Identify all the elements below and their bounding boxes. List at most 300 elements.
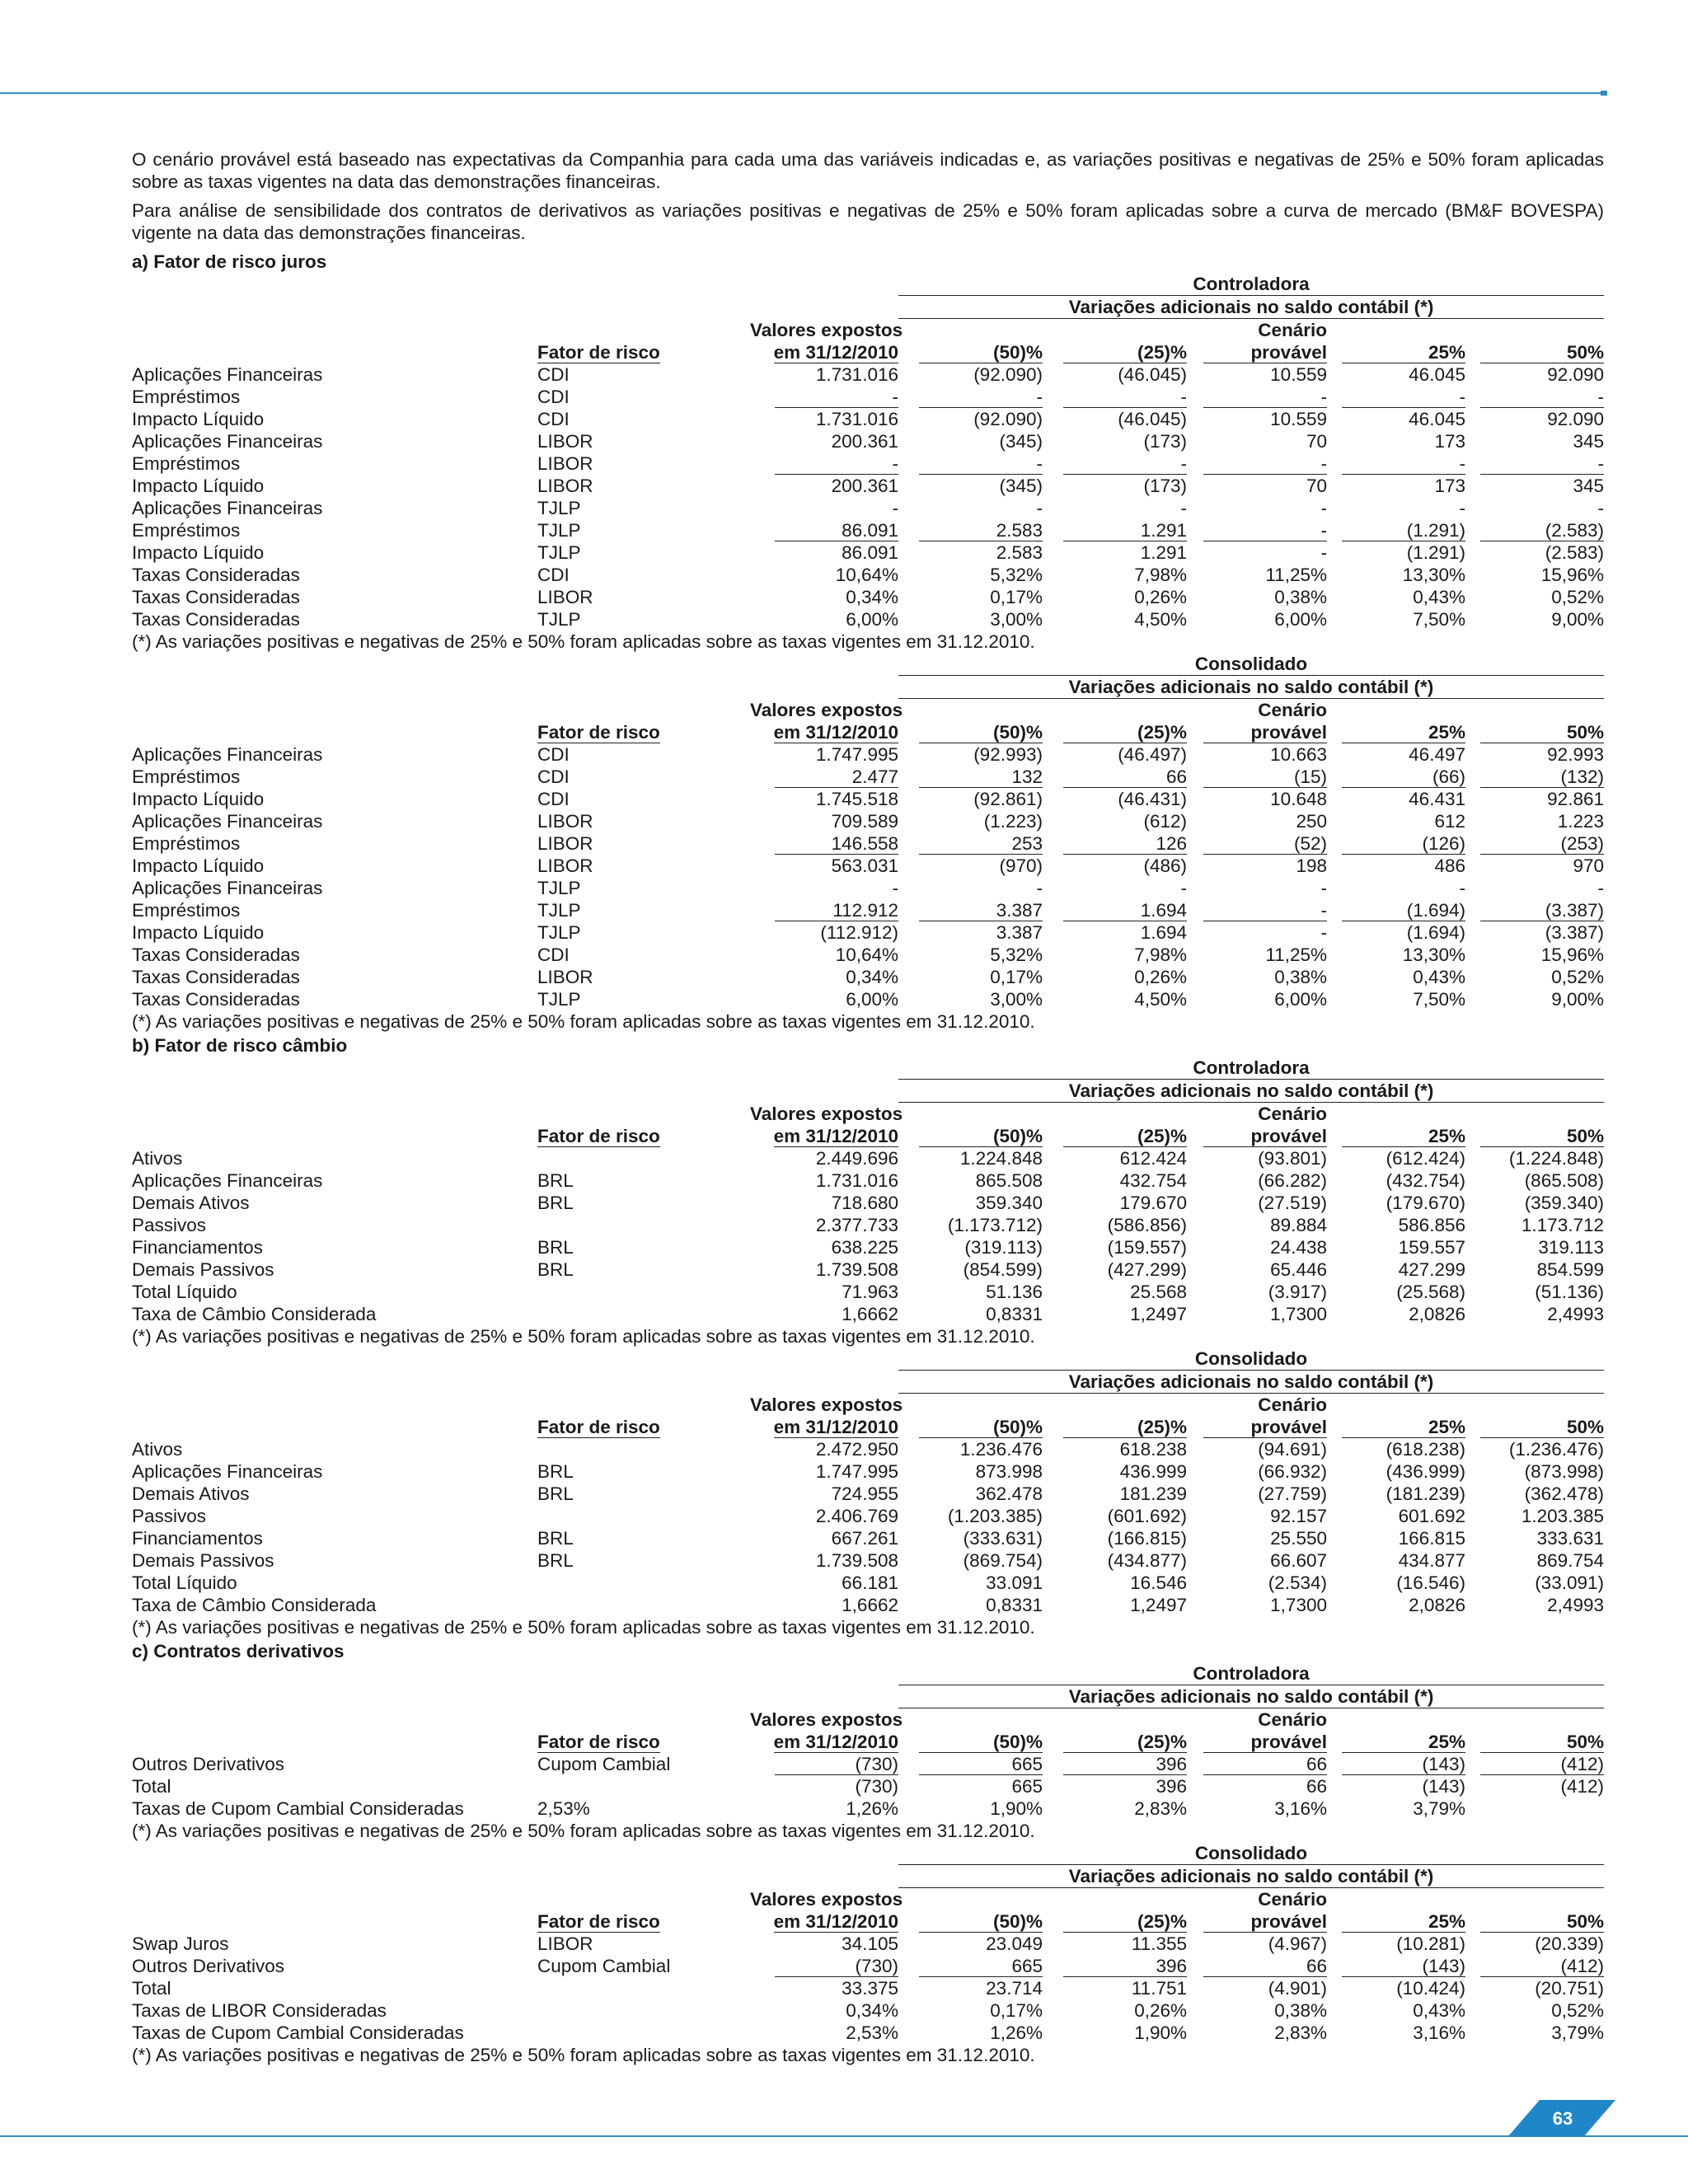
row-value-cell <box>1043 766 1187 788</box>
row-label: Taxas Consideradas <box>132 565 300 585</box>
row-label: Total Líquido <box>132 1572 237 1593</box>
intro-paragraph-1: O cenário provável está baseado nas expectativas da Companhia para cada uma das variáveis indicadas e, as variações positivas e negativas de 25% e 50% foram aplicadas sobre as taxas vigentes na data das demonstrações financeiras. <box>132 149 1604 192</box>
header-valores_2-cell <box>750 1910 898 1933</box>
row-value: 427.299 <box>1398 1259 1465 1280</box>
row-value-cell <box>750 899 898 921</box>
row-value: 86.091 <box>775 520 898 541</box>
row-value: 2,0826 <box>1409 1595 1465 1615</box>
table-row <box>132 1258 1604 1281</box>
header-p50-cell <box>1465 341 1604 363</box>
row-value: 92.157 <box>1270 1506 1327 1526</box>
row-value: 34.105 <box>842 1933 898 1954</box>
row-value-cell <box>750 519 898 541</box>
row-label: Demais Ativos <box>132 1483 250 1504</box>
row-value: 71.963 <box>842 1282 898 1302</box>
row-value: (46.045) <box>1118 409 1187 429</box>
row-fator: LIBOR <box>537 811 593 832</box>
row-fator: LIBOR <box>537 855 593 876</box>
table-row <box>132 788 1604 810</box>
row-value-cell <box>1327 1753 1465 1775</box>
row-value: 46.045 <box>1409 409 1465 429</box>
row-value: (3.917) <box>1268 1282 1327 1302</box>
row-value: 89.884 <box>1270 1215 1327 1235</box>
row-value: (25.568) <box>1396 1282 1465 1302</box>
row-value: (66.932) <box>1258 1461 1327 1482</box>
header-valores_2: em 31/12/2010 <box>773 722 898 743</box>
row-label: Passivos <box>132 1506 207 1526</box>
row-label: Financiamentos <box>132 1528 263 1549</box>
table-row <box>132 1933 1604 1955</box>
row-fator: BRL <box>537 1170 574 1191</box>
row-value-cell <box>1043 1753 1187 1775</box>
row-value-cell <box>750 1955 898 1977</box>
row-label: Empréstimos <box>132 900 241 921</box>
row-value: (27.519) <box>1258 1193 1327 1213</box>
row-value: 0,34% <box>846 2000 898 2021</box>
row-value: 0,43% <box>1413 2000 1465 2021</box>
header-valores_2: em 31/12/2010 <box>773 1732 898 1752</box>
header-m50: (50)% <box>919 722 1043 743</box>
table-row <box>132 1775 1604 1797</box>
row-value: 1.731.016 <box>815 1170 898 1191</box>
row-value: 1,26% <box>846 1798 898 1819</box>
row-value: 166.815 <box>1398 1528 1465 1549</box>
header-valores_2: em 31/12/2010 <box>773 1126 898 1146</box>
row-value: 9,00% <box>1551 609 1605 630</box>
row-value: 718.680 <box>831 1193 898 1213</box>
row-fator: CDI <box>537 944 570 965</box>
row-value: 11.751 <box>1131 1978 1187 1999</box>
row-value: (970) <box>999 855 1043 876</box>
row-fator: CDI <box>537 409 570 429</box>
row-label: Aplicações Financeiras <box>132 1170 323 1191</box>
header-fator: Fator de risco <box>537 1732 660 1752</box>
row-value: (51.136) <box>1535 1282 1605 1302</box>
row-value: 6,00% <box>846 609 898 630</box>
row-label: Empréstimos <box>132 833 241 854</box>
row-value: 3,16% <box>1274 1798 1327 1819</box>
row-value: (586.856) <box>1107 1215 1187 1235</box>
row-value: (92.861) <box>973 789 1043 809</box>
table-row <box>132 1753 1604 1775</box>
row-fator <box>537 1775 750 1797</box>
table-row <box>132 1797 1604 1820</box>
header-valores_2-cell <box>750 1731 898 1753</box>
row-label: Empréstimos <box>132 453 241 474</box>
row-fator: Cupom Cambial <box>537 1754 671 1774</box>
row-value: 16.546 <box>1130 1572 1187 1593</box>
row-value: (181.239) <box>1386 1483 1465 1504</box>
row-value: (92.993) <box>973 744 1043 765</box>
row-value: 1,2497 <box>1130 1304 1187 1324</box>
row-value: 2,4993 <box>1547 1304 1605 1324</box>
row-fator <box>537 1438 750 1460</box>
header-m50-cell <box>898 1416 1043 1438</box>
row-label: Empréstimos <box>132 387 241 407</box>
row-label: Aplicações Financeiras <box>132 498 323 518</box>
header-fator: Fator de risco <box>537 1911 660 1932</box>
header-cenario_2: provável <box>1203 1126 1327 1147</box>
row-value: 345 <box>1573 431 1605 452</box>
row-value: 25.568 <box>1130 1282 1187 1302</box>
table-title: Controladora <box>898 1662 1604 1685</box>
row-value: 1.694 <box>1140 922 1187 943</box>
row-value: (173) <box>1143 431 1187 452</box>
row-value: 10,64% <box>835 565 898 585</box>
row-value: 198 <box>1296 855 1327 876</box>
row-value: (869.754) <box>963 1550 1043 1571</box>
row-value: - <box>1180 878 1187 898</box>
row-value: (132) <box>1480 766 1604 788</box>
section-b-title: b) Fator de risco câmbio <box>132 1035 348 1056</box>
row-value: - <box>1342 387 1465 408</box>
header-p50: 50% <box>1480 1126 1604 1147</box>
header-p25: 25% <box>1342 1126 1465 1147</box>
table-header-row-2 <box>132 1125 1604 1147</box>
row-value: 434.877 <box>1398 1550 1465 1571</box>
row-value-cell <box>1187 1753 1327 1775</box>
row-value: (179.670) <box>1386 1193 1465 1213</box>
row-value: - <box>1480 387 1604 408</box>
header-p25: 25% <box>1342 1417 1465 1438</box>
row-value: - <box>1320 498 1327 518</box>
header-valores_2: em 31/12/2010 <box>773 1417 898 1437</box>
row-fator: Cupom Cambial <box>537 1956 671 1976</box>
row-value: (1.223) <box>983 811 1043 832</box>
row-value: - <box>892 498 898 518</box>
row-value: (33.091) <box>1535 1572 1604 1593</box>
row-fator: TJLP <box>537 989 581 1010</box>
table-header-row-2 <box>132 341 1604 363</box>
row-fator: LIBOR <box>537 453 593 474</box>
header-valores-1: Valores expostos <box>750 1708 903 1730</box>
row-value: 612 <box>1434 811 1465 832</box>
header-p50: 50% <box>1480 1911 1604 1933</box>
row-value: 253 <box>919 833 1043 855</box>
row-value: 66.607 <box>1270 1550 1327 1571</box>
header-p25: 25% <box>1342 1911 1465 1933</box>
header-fator-cell <box>537 341 750 363</box>
row-value: (434.877) <box>1107 1550 1187 1571</box>
row-value: 0,17% <box>990 587 1043 607</box>
header-valores-1: Valores expostos <box>750 319 903 340</box>
row-label: Impacto Líquido <box>132 789 265 809</box>
row-value-cell <box>1465 519 1604 541</box>
table-variations-row <box>132 1371 1604 1394</box>
header-cenario-1: Cenário <box>1258 1394 1327 1415</box>
header-fator-cell <box>537 1125 750 1147</box>
table-row <box>132 832 1604 855</box>
table-footnote: (*) As variações positivas e negativas de 25% e 50% foram aplicadas sobre as taxas vigentes em 31.12.2010. <box>132 2045 1035 2065</box>
row-value: 1.224.848 <box>959 1148 1043 1169</box>
row-label: Total <box>132 1978 171 1999</box>
table-title: Consolidado <box>898 1842 1604 1865</box>
row-value: 612.424 <box>1119 1148 1187 1169</box>
row-label: Total <box>132 1776 171 1797</box>
header-p25-cell <box>1327 341 1465 363</box>
row-value: 23.049 <box>986 1933 1043 1954</box>
header-valores-1: Valores expostos <box>750 699 903 720</box>
row-value: (2.534) <box>1268 1572 1327 1593</box>
row-fator: TJLP <box>537 922 581 943</box>
table-row <box>132 452 1604 475</box>
table-footnote: (*) As variações positivas e negativas de 25% e 50% foram aplicadas sobre as taxas vigentes em 31.12.2010. <box>132 1011 1035 1032</box>
row-value: 1.694 <box>1063 900 1187 921</box>
header-m25: (25)% <box>1063 1732 1187 1753</box>
header-p50-cell <box>1465 1416 1604 1438</box>
table-row <box>132 1594 1604 1616</box>
header-valores-1: Valores expostos <box>750 1394 903 1415</box>
header-m50: (50)% <box>919 1911 1043 1933</box>
header-p25: 25% <box>1342 1732 1465 1753</box>
row-value: (618.238) <box>1386 1439 1465 1460</box>
row-fator: CDI <box>537 387 570 407</box>
row-value: 2.406.769 <box>815 1506 898 1526</box>
row-label: Swap Juros <box>132 1933 229 1954</box>
row-value: 362.478 <box>975 1483 1043 1504</box>
header-p25: 25% <box>1342 722 1465 743</box>
header-p50: 50% <box>1480 722 1604 743</box>
row-value: 1.291 <box>1140 542 1187 563</box>
row-value: 2,83% <box>1134 1798 1187 1819</box>
row-label: Taxas Consideradas <box>132 989 300 1010</box>
table-derivativos-consolidado <box>132 1842 1604 2066</box>
row-value: (173) <box>1143 476 1187 496</box>
row-value: (92.090) <box>973 364 1043 385</box>
row-fator <box>537 1147 750 1169</box>
row-value: 0,38% <box>1274 2000 1327 2021</box>
table-variations-row <box>132 296 1604 319</box>
row-value: (16.546) <box>1396 1572 1465 1593</box>
table-header-row-2 <box>132 1910 1604 1933</box>
header-m50-cell <box>898 721 1043 743</box>
row-value-cell <box>1327 1955 1465 1977</box>
row-value: 0,8331 <box>986 1304 1043 1324</box>
row-value: (612.424) <box>1386 1148 1465 1169</box>
table-row <box>132 430 1604 452</box>
table-juros-consolidado <box>132 653 1604 1033</box>
row-label: Demais Passivos <box>132 1259 274 1280</box>
row-value: 1,2497 <box>1130 1595 1187 1615</box>
row-value: 1.236.476 <box>959 1439 1043 1460</box>
row-value: 1,90% <box>990 1798 1043 1819</box>
row-value: 11,25% <box>1265 565 1327 585</box>
table-row <box>132 541 1604 564</box>
row-value: (359.340) <box>1524 1193 1605 1213</box>
row-value: 1.739.508 <box>815 1550 898 1571</box>
header-valores_2: em 31/12/2010 <box>773 342 898 363</box>
row-value: - <box>1180 498 1187 518</box>
header-cenario_2: provável <box>1203 1732 1327 1753</box>
row-label: Total Líquido <box>132 1282 237 1302</box>
row-value: 2,0826 <box>1409 1304 1465 1324</box>
row-value: (126) <box>1342 833 1465 855</box>
row-value: 0,26% <box>1134 2000 1187 2021</box>
sensitivity-table <box>132 653 1604 1010</box>
row-value: 65.446 <box>1270 1259 1327 1280</box>
row-value: - <box>775 453 898 475</box>
row-value: (1.236.476) <box>1508 1439 1604 1460</box>
row-value: 200.361 <box>831 476 898 496</box>
row-value: 200.361 <box>831 431 898 452</box>
row-value: (345) <box>999 431 1043 452</box>
row-value: 0,52% <box>1551 967 1604 987</box>
row-value-cell <box>1187 386 1327 408</box>
row-value: 5,32% <box>990 565 1043 585</box>
row-value: (3.387) <box>1545 922 1604 943</box>
row-value: - <box>1320 542 1327 563</box>
table-header-row-2 <box>132 1416 1604 1438</box>
row-label: Aplicações Financeiras <box>132 878 323 898</box>
table-title-row <box>132 653 1604 676</box>
table-row <box>132 1460 1604 1483</box>
row-value: 6,00% <box>846 989 898 1010</box>
row-value-cell <box>1043 899 1187 921</box>
row-fator: CDI <box>537 789 570 809</box>
header-cenario-1: Cenário <box>1258 1889 1327 1910</box>
row-value: 10.648 <box>1270 789 1327 809</box>
header-p50: 50% <box>1480 1732 1604 1753</box>
row-value: (865.508) <box>1524 1170 1605 1191</box>
row-value: 1.173.712 <box>1521 1215 1605 1235</box>
row-label: Demais Passivos <box>132 1550 274 1571</box>
row-value-cell <box>1465 899 1604 921</box>
row-value: 13,30% <box>1402 565 1465 585</box>
row-value: 0,34% <box>846 587 898 607</box>
row-value: (52) <box>1203 833 1327 855</box>
row-value-cell <box>898 1955 1043 1977</box>
row-value-cell <box>1327 899 1465 921</box>
row-value-cell <box>1043 1955 1187 1977</box>
header-m25: (25)% <box>1063 1417 1187 1438</box>
header-m25-cell <box>1043 1125 1187 1147</box>
row-value: 250 <box>1296 811 1327 832</box>
row-fator <box>537 1505 750 1527</box>
row-value: 970 <box>1573 855 1604 876</box>
header-fator: Fator de risco <box>537 1417 660 1437</box>
row-value: 3,00% <box>990 609 1043 630</box>
header-cenario_2: provável <box>1203 342 1327 363</box>
row-value: (20.339) <box>1535 1933 1604 1954</box>
row-value: 2.377.733 <box>815 1215 898 1235</box>
row-value: 10.559 <box>1270 364 1327 385</box>
row-value-cell <box>1465 386 1604 408</box>
table-title: Consolidado <box>898 653 1604 676</box>
row-value: 1.203.385 <box>1521 1506 1604 1526</box>
row-value-cell <box>1043 832 1187 855</box>
row-value: 92.993 <box>1547 744 1604 765</box>
row-value: (333.631) <box>963 1528 1043 1549</box>
row-value: - <box>1203 387 1327 408</box>
row-value: 112.912 <box>775 900 898 921</box>
row-label: Taxas de Cupom Cambial Consideradas <box>132 1798 464 1819</box>
header-cenario-1: Cenário <box>1258 1709 1327 1730</box>
table-title-row <box>132 1662 1604 1685</box>
row-value: - <box>1063 387 1187 408</box>
row-value: 618.238 <box>1119 1439 1187 1460</box>
table-row <box>132 475 1604 497</box>
header-fator-cell <box>537 1910 750 1933</box>
row-value-cell <box>1327 386 1465 408</box>
row-value: (143) <box>1342 1956 1465 1977</box>
table-footnote: (*) As variações positivas e negativas de 25% e 50% foram aplicadas sobre as taxas vigentes em 31.12.2010. <box>132 1821 1035 1841</box>
row-value: 25.550 <box>1270 1528 1327 1549</box>
table-header-row-1 <box>132 319 1604 342</box>
row-value: - <box>1036 498 1043 518</box>
row-value-cell <box>1327 519 1465 541</box>
row-value: - <box>1063 453 1187 475</box>
row-value: 10.663 <box>1270 744 1327 765</box>
row-value: 709.589 <box>831 811 898 832</box>
row-value-cell <box>1043 386 1187 408</box>
row-value: 7,50% <box>1413 609 1465 630</box>
row-label: Taxas Consideradas <box>132 967 300 987</box>
row-value: 11,25% <box>1265 944 1327 965</box>
row-value: (15) <box>1203 766 1327 788</box>
table-cambio-consolidado <box>132 1347 1604 1638</box>
table-row <box>132 386 1604 408</box>
row-value: 724.955 <box>831 1483 898 1504</box>
table-title-row <box>132 273 1604 296</box>
row-value: 396 <box>1063 1956 1187 1977</box>
row-label: Aplicações Financeiras <box>132 1461 323 1482</box>
header-m50-cell <box>898 1910 1043 1933</box>
row-value: 15,96% <box>1540 944 1604 965</box>
row-value: (143) <box>1422 1776 1465 1797</box>
row-value: 126 <box>1063 833 1187 855</box>
row-value: (3.387) <box>1480 900 1604 921</box>
variations-header: Variações adicionais no saldo contábil (*) <box>898 1371 1604 1394</box>
row-value-cell <box>1043 519 1187 541</box>
header-rule <box>0 92 1607 94</box>
row-label: Aplicações Financeiras <box>132 744 323 765</box>
row-value: (601.692) <box>1107 1506 1187 1526</box>
table-derivativos-controladora <box>132 1662 1604 1842</box>
row-value: 865.508 <box>975 1170 1043 1191</box>
row-fator <box>537 1281 750 1303</box>
header-m25: (25)% <box>1063 342 1187 363</box>
row-value: - <box>1203 453 1327 475</box>
row-value: 86.091 <box>842 542 898 563</box>
table-row <box>132 1505 1604 1527</box>
section-a-title: a) Fator de risco juros <box>132 251 327 272</box>
row-value: 23.714 <box>986 1978 1043 1999</box>
row-value: (94.691) <box>1258 1439 1327 1460</box>
row-fator: CDI <box>537 766 570 787</box>
row-value: 665 <box>1011 1776 1043 1797</box>
header-fator-cell <box>537 1731 750 1753</box>
intro-paragraph-2: Para análise de sensibilidade dos contratos de derivativos as variações positivas e negativas de 25% e 50% foram aplicadas sobre a curva de mercado (BM&F BOVESPA) vigente na data das demonstrações financeiras. <box>132 200 1604 243</box>
row-value-cell <box>898 386 1043 408</box>
row-value-cell <box>750 386 898 408</box>
table-row <box>132 1192 1604 1214</box>
header-cenario-1: Cenário <box>1258 320 1327 340</box>
row-value: (10.281) <box>1396 1933 1465 1954</box>
row-value: 1.747.995 <box>815 1461 898 1482</box>
table-row <box>132 1977 1604 1999</box>
row-value: - <box>1320 878 1327 898</box>
header-p25-cell <box>1327 1125 1465 1147</box>
table-row <box>132 1549 1604 1572</box>
row-label: Taxa de Câmbio Considerada <box>132 1595 377 1615</box>
row-value: 92.090 <box>1547 409 1605 429</box>
page-number: 63 <box>1552 2108 1573 2129</box>
row-value: 132 <box>919 766 1043 788</box>
table-row <box>132 743 1604 766</box>
row-value: (93.801) <box>1258 1148 1327 1169</box>
table-row <box>132 810 1604 832</box>
row-value: 2,4993 <box>1547 1595 1604 1615</box>
